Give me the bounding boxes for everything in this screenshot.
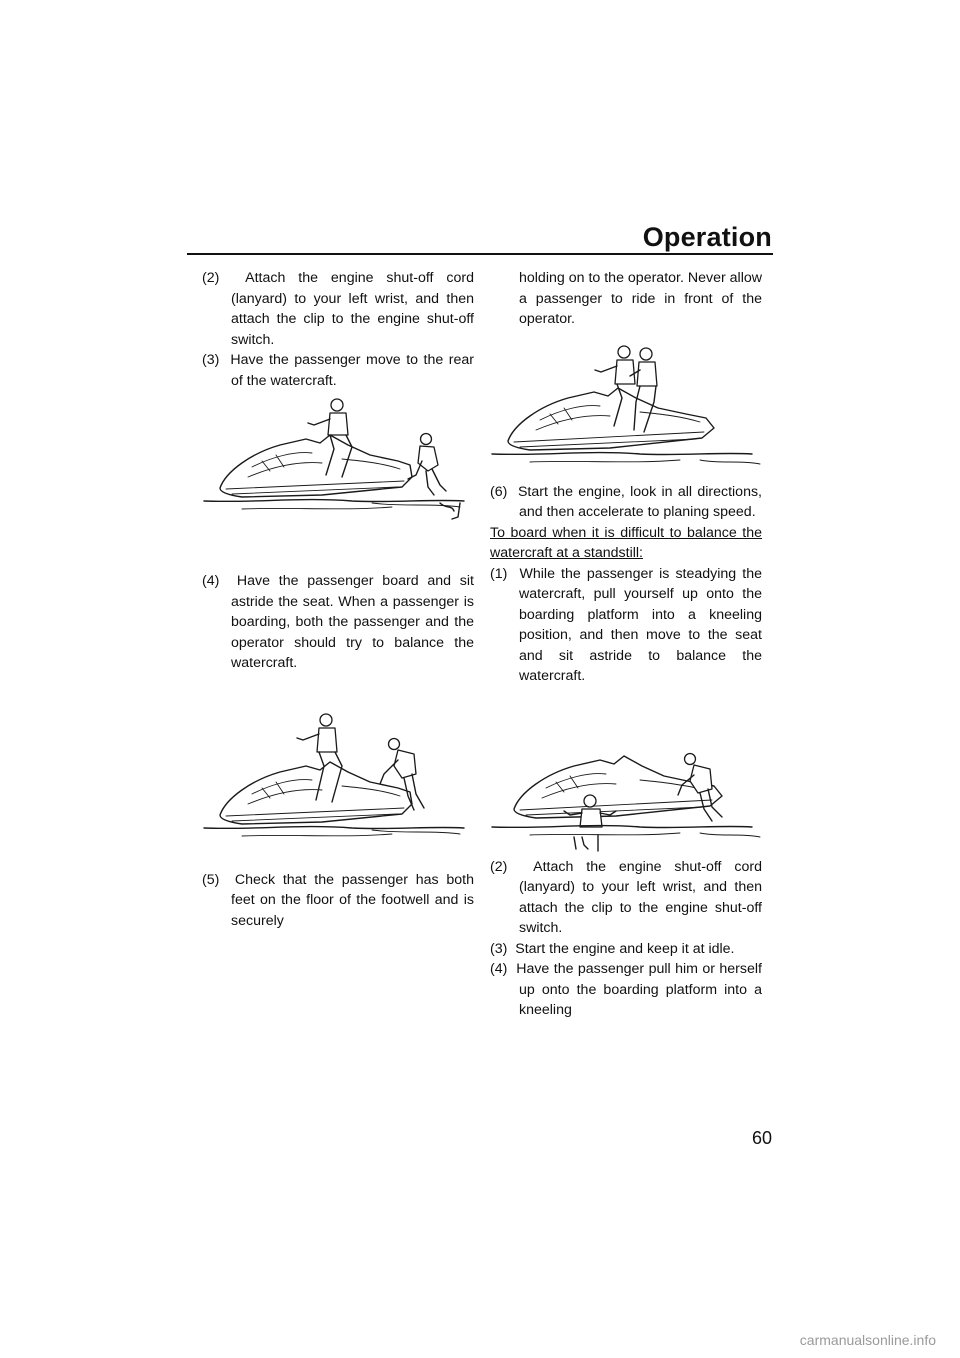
step-6: (6) Start the engine, look in all directions, and then accelerate to planing speed. xyxy=(490,483,762,520)
step-2: (2) Attach the engine shut-off cord (lanyard) to your left wrist, and then attach the clip to the engine shut-off switch. xyxy=(202,270,474,348)
subheading-difficult-balance: To board when it is difficult to balance the watercraft at a standstill: xyxy=(490,524,762,561)
illustration-operator-boarding-passenger-steadying xyxy=(490,687,762,857)
header-divider xyxy=(187,253,773,255)
step-5: (5) Check that the passenger has both feet on the floor of the footwell and is securely xyxy=(202,871,474,929)
step-b4: (4) Have the passenger pull him or herself up onto the boarding platform into a kneeling xyxy=(490,961,762,1018)
step-b3: (3) Start the engine and keep it at idle. xyxy=(490,940,735,957)
page-number: 60 xyxy=(751,1128,772,1148)
step-5-continued: holding on to the operator. Never allow a passenger to ride in front of the operator. xyxy=(519,270,762,327)
illustration-passenger-boarding xyxy=(202,674,474,870)
page-title: Operation xyxy=(642,222,772,252)
left-column xyxy=(202,268,474,931)
illustration-passenger-approaching-rear xyxy=(202,391,474,571)
step-4: (4) Have the passenger board and sit astride the seat. When a passenger is boarding, both the passenger and the operator should try to balance the watercraft. xyxy=(202,573,474,671)
step-b1: (1) While the passenger is steadying the watercraft, pull yourself up onto the boarding platform into a kneeling position, and then move to the seat and sit astride to balance the watercraft. xyxy=(490,565,762,684)
watermark[interactable]: carmanualsonline.info xyxy=(799,1332,936,1348)
step-3: (3) Have the passenger move to the rear of the watercraft. xyxy=(202,352,474,389)
right-column xyxy=(490,268,762,1021)
illustration-two-riders-seated xyxy=(490,330,762,482)
step-b2: (2) Attach the engine shut-off cord (lanyard) to your left wrist, and then attach the clip to the engine shut-off switch. xyxy=(490,858,762,936)
